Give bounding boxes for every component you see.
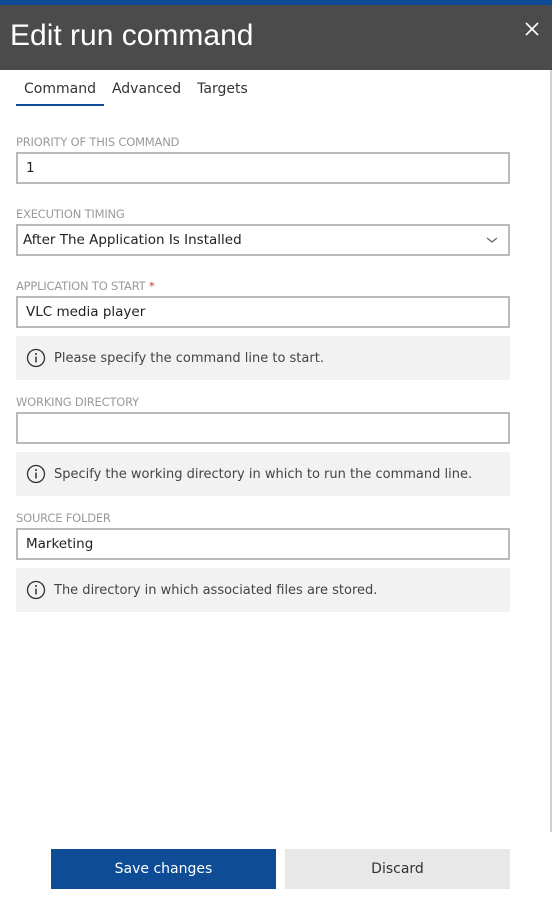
priority-label: PRIORITY OF THIS COMMAND: [16, 135, 180, 149]
application-label-text: APPLICATION TO START: [16, 279, 146, 293]
close-icon: [522, 19, 542, 39]
application-hint-text: Please specify the command line to start.: [54, 350, 324, 366]
required-marker: *: [148, 279, 155, 293]
tab-command[interactable]: Command: [16, 72, 104, 106]
panel-title: Edit run command: [10, 19, 254, 52]
priority-input[interactable]: 1: [16, 152, 510, 184]
info-icon: [26, 348, 46, 368]
discard-button[interactable]: Discard: [285, 849, 510, 889]
working-directory-hint: [16, 452, 510, 496]
application-input[interactable]: VLC media player: [16, 296, 510, 328]
application-label: [16, 279, 155, 293]
tab-advanced[interactable]: Advanced: [111, 81, 182, 97]
source-folder-input[interactable]: Marketing: [16, 528, 510, 560]
panel-header: [0, 5, 552, 70]
chevron-down-icon: [486, 235, 498, 245]
working-directory-hint-text: Specify the working directory in which to run the command line.: [54, 466, 473, 482]
execution-timing-value: After The Application Is Installed: [23, 232, 242, 248]
source-folder-label: SOURCE FOLDER: [16, 511, 111, 525]
working-directory-label: WORKING DIRECTORY: [16, 395, 140, 409]
tab-bar: [16, 72, 256, 108]
info-icon: [26, 580, 46, 600]
execution-timing-select[interactable]: [16, 224, 510, 256]
working-directory-input[interactable]: [16, 412, 510, 444]
source-folder-hint-text: The directory in which associated files are stored.: [54, 582, 378, 598]
save-changes-button[interactable]: Save changes: [51, 849, 276, 889]
source-folder-hint: [16, 568, 510, 612]
tab-targets[interactable]: Targets: [197, 81, 248, 97]
application-hint: [16, 336, 510, 380]
info-icon: [26, 464, 46, 484]
execution-timing-label: EXECUTION TIMING: [16, 207, 125, 221]
close-button[interactable]: [522, 19, 542, 39]
